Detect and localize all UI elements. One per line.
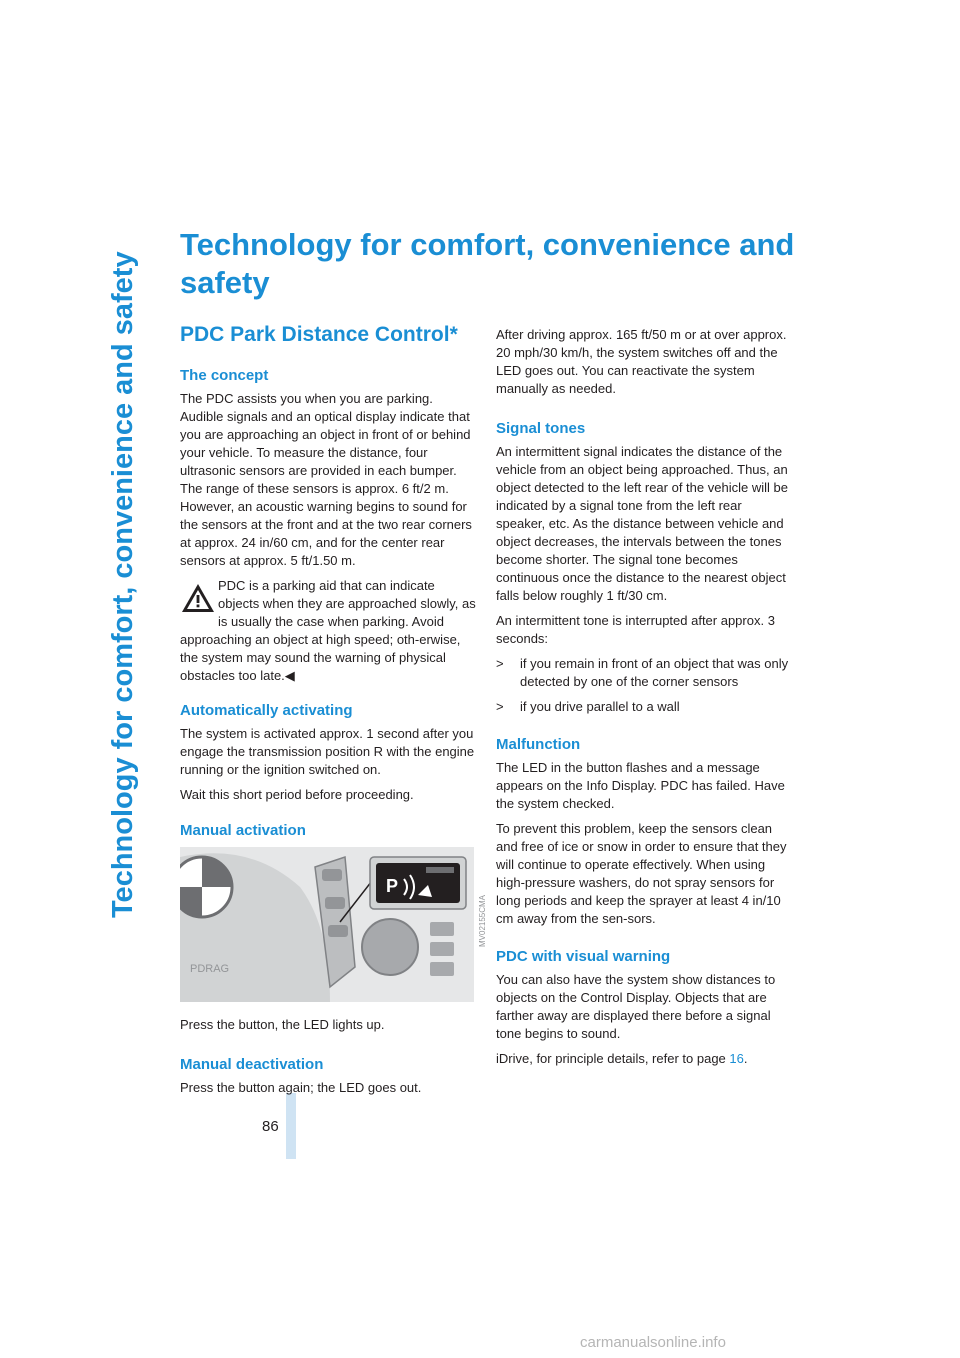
malfunction-text-2: To prevent this problem, keep the sensors clean and free of ice or snow in order to ensure that they will continue to operate effectively. When using high-pressure washers, do not spray sensors for long periods and keep the sprayer at least 4 in/10 cm away from the sen-sors. [496,821,787,926]
heading-manual-activation: Manual activation [180,822,306,839]
side-running-title [107,251,147,1358]
page-title: Technology for comfort, convenience and safety [180,227,795,300]
pdc-button-illustration [180,847,487,1002]
automatic-text-2: Wait this short period before proceeding. [180,787,414,802]
reference-text: iDrive, for principle details, refer to page [496,1051,730,1066]
heading-automatic: Automatically activating [180,702,353,719]
signal-text-2: An intermittent tone is interrupted after approx. 3 seconds: [496,613,775,646]
heading-visual-warning: PDC with visual warning [496,948,671,965]
watermark: carmanualsonline.info [580,1334,726,1351]
steering-wheel-illustration [180,847,474,1002]
page-number: 86 [262,1118,279,1135]
heading-malfunction: Malfunction [496,736,581,753]
heading-concept: The concept [180,367,269,384]
visual-warning-text: You can also have the system show distances to objects on the Control Display. Objects that are farther away are displayed there before a signal tone begins to sound. [496,972,776,1041]
switch-off-text: After driving approx. 165 ft/50 m or at over approx. 20 mph/30 km/h, the system switches off and the LED goes out. You can reactivate the system manually as needed. [496,327,787,396]
side-title-text: Technology for comfort, convenience and safety [107,251,139,918]
warning-text: PDC is a parking aid that can indicate objects when they are approached slowly, as is usually the case when parking. Avoid approaching an object at high speed; oth-erwise, the system may sound the warning of physical obstacles too late.◀ [180,578,476,683]
warning-icon [180,581,216,615]
list-item [496,655,792,691]
svg-text:PDRAG: PDRAG [190,963,230,975]
automatic-text-1: The system is activated approx. 1 second after you engage the transmission position R with the engine running or the ignition switched on. [180,726,475,777]
concept-text: The PDC assists you when you are parking. Audible signals and an optical display indicate that you are approaching an object in front of or behind your vehicle. To measure the distance, four ultrasonic sensors are provided in each bumper. The range of these sensors is approx. 6 ft/2 m. However, an acoustic warning begins to sound for the sensors at the front and at the two rear corners at approx. 24 in/60 cm, and for the center rear sensors at approx. 5 ft/1.50 m. [180,391,472,568]
manual-activation-caption: Press the button, the LED lights up. [180,1017,385,1032]
heading-signal-tones: Signal tones [496,420,586,437]
bullet-mark: > [496,699,504,714]
bullet-text: if you remain in front of an object that was only detected by one of the corner sensors [520,656,789,689]
warning-note [180,577,476,685]
section-title: PDC Park Distance Control* [180,323,458,346]
reference-suffix: . [743,1051,748,1066]
list-item [496,698,792,716]
heading-manual-deactivation: Manual deactivation [180,1056,324,1073]
bullet-mark: > [496,656,504,671]
right-column [496,326,792,1075]
malfunction-text-1: The LED in the button flashes and a message appears on the Info Display. PDC has failed. Have the system checked. [496,760,785,811]
signal-text-1: An intermittent signal indicates the distance of the vehicle from an object being approached. Thus, an object detected to the left rear of the vehicle will be indicated by a signal tone from the left rear speaker, etc. As the distance between vehicle and object decreases, the intervals between the tones become shorter. The signal tone becomes continuous once the distance to the nearest object falls below roughly 1 ft/30 cm. [496,444,788,603]
figure-code: MV02155CMA [478,894,487,947]
bullet-text: if you drive parallel to a wall [520,699,680,714]
idrive-reference [496,1050,792,1068]
page-link[interactable]: 16 [729,1051,744,1066]
left-column [180,322,487,1104]
manual-deactivation-text: Press the button again; the LED goes out. [180,1080,422,1095]
svg-text:P: P [386,876,399,896]
